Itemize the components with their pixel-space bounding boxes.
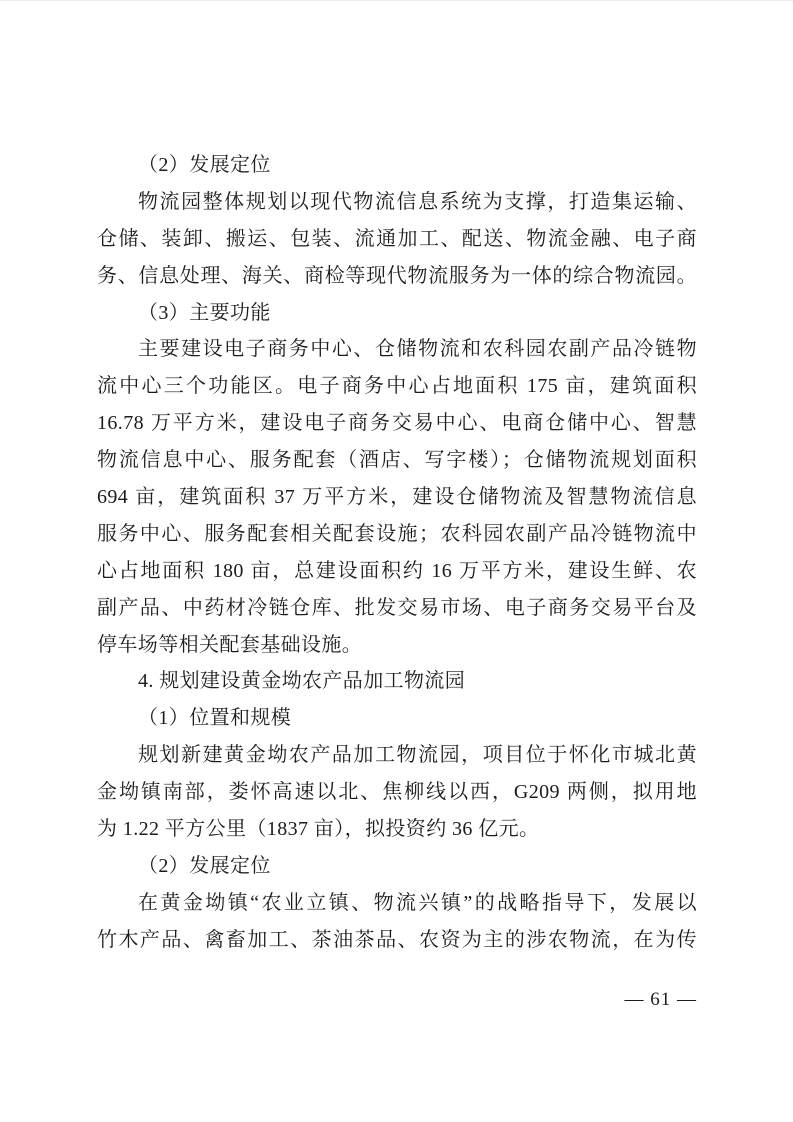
text-line: （2）发展定位 <box>138 854 271 877</box>
text-line: （2）发展定位 <box>138 154 271 176</box>
text-line: 心占地面积 180 亩，总建设面积约 16 万平方米，建设生鲜、农 <box>97 559 697 582</box>
text-line: 规划新建黄金坳农产品加工物流园，项目位于怀化市城北黄 <box>138 744 697 767</box>
text-line: 694 亩，建筑面积 37 万平方米，建设仓储物流及智慧物流信息 <box>97 486 697 509</box>
text-line: 主要建设电子商务中心、仓储物流和农科园农副产品冷链物 <box>138 338 697 361</box>
text-line: 流中心三个功能区。电子商务中心占地面积 175 亩，建筑面积 <box>97 375 697 398</box>
text-line: 为 1.22 平方公里（1837 亩），拟投资约 36 亿元。 <box>97 818 540 841</box>
text-line: 副产品、中药材冷链仓库、批发交易市场、电子商务交易平台及 <box>97 596 697 619</box>
text-line: 服务中心、服务配套相关配套设施；农科园农副产品冷链物流中 <box>97 522 697 545</box>
text-line: （3）主要功能 <box>138 301 271 324</box>
text-line: 仓储、装卸、搬运、包装、流通加工、配送、物流金融、电子商 <box>97 227 697 250</box>
text-line: 务、信息处理、海关、商检等现代物流服务为一体的综合物流园。 <box>97 264 697 287</box>
text-line: 16.78 万平方米，建设电子商务交易中心、电商仓储中心、智慧 <box>97 412 697 435</box>
text-line: 物流园整体规划以现代物流信息系统为支撑，打造集运输、 <box>138 190 697 213</box>
text-lines <box>97 147 697 959</box>
page-number: — 61 — <box>624 989 697 1010</box>
text-line: 物流信息中心、服务配套（酒店、写字楼）；仓储物流规划面积 <box>97 449 697 472</box>
text-line: （1）位置和规模 <box>138 707 292 730</box>
text-line: 竹木产品、禽畜加工、茶油茶品、农资为主的涉农物流，在为传 <box>97 928 697 951</box>
text-line: 4. 规划建设黄金坳农产品加工物流园 <box>138 670 466 693</box>
text-line: 在黄金坳镇“农业立镇、物流兴镇”的战略指导下，发展以 <box>138 891 697 914</box>
text-line: 金坳镇南部，娄怀高速以北、焦柳线以西，G209 两侧，拟用地 <box>97 781 697 804</box>
text-line: 停车场等相关配套基础设施。 <box>97 633 363 656</box>
